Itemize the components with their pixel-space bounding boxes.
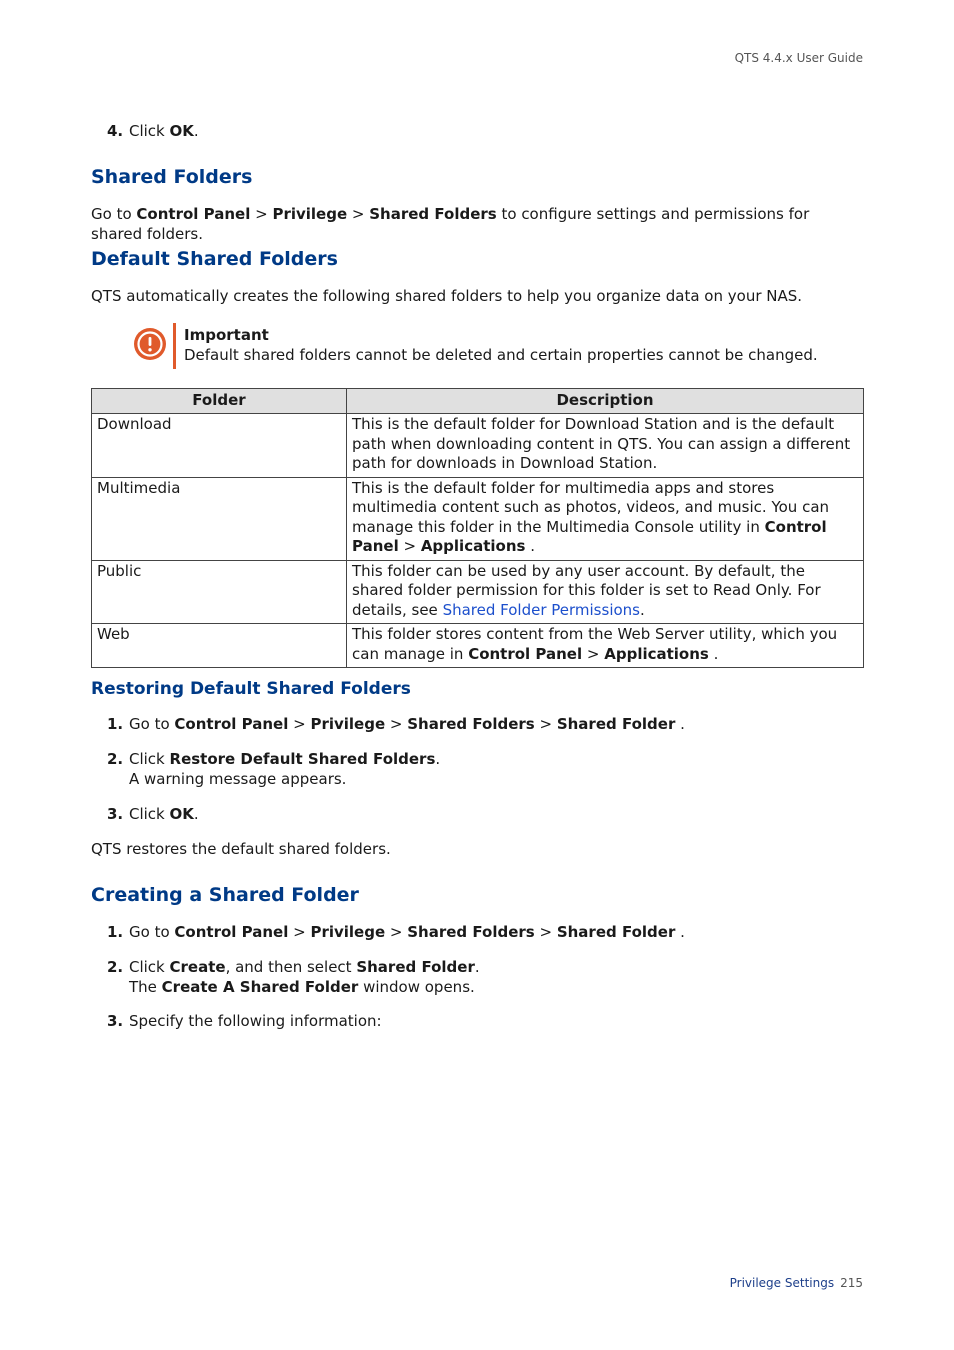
important-label: Important xyxy=(184,326,269,344)
description-cell: This is the default folder for Download Station and is the default path when downloading content in QTS. You can assign a different path for downloads in Download Station. xyxy=(347,414,864,478)
folder-cell: Multimedia xyxy=(92,477,347,560)
guide-title: QTS 4.4.x User Guide xyxy=(734,51,863,65)
restore-step-2-result: A warning message appears. xyxy=(129,769,347,788)
create-step-3: 3. Specify the following information: xyxy=(107,1012,382,1030)
folder-cell: Web xyxy=(92,624,347,668)
column-header-description: Description xyxy=(347,389,864,414)
restore-step-1: 1. Go to Control Panel > Privilege > Shared Folders > Shared Folder . xyxy=(107,715,685,733)
footer-section-name: Privilege Settings xyxy=(729,1276,835,1290)
folder-cell: Public xyxy=(92,560,347,624)
description-cell: This folder stores content from the Web Server utility, which you can manage in Control Panel > Applications . xyxy=(347,624,864,668)
column-header-folder: Folder xyxy=(92,389,347,414)
page-footer xyxy=(730,1276,863,1290)
heading-shared-folders: Shared Folders xyxy=(91,166,253,188)
step-number: 4. xyxy=(107,122,124,140)
default-folders-table xyxy=(91,388,864,668)
shared-folders-intro: Go to Control Panel > Privilege > Shared Folders to configure settings and permissions for shared folders. xyxy=(91,205,810,243)
table-row xyxy=(92,560,864,624)
description-cell: This folder can be used by any user account. By default, the shared folder permission for this folder is set to Read Only. For details, see Shared Folder Permissions. xyxy=(347,560,864,624)
important-bar xyxy=(173,323,176,369)
description-cell: This is the default folder for multimedia apps and stores multimedia content such as photos, videos, and music. You can manage this folder in the Multimedia Console utility in Control Panel > Applications . xyxy=(347,477,864,560)
table-row xyxy=(92,414,864,478)
heading-creating-shared-folder: Creating a Shared Folder xyxy=(91,884,359,906)
table-header-row xyxy=(92,389,864,414)
restore-step-3: 3. Click OK. xyxy=(107,805,199,823)
heading-restoring-default-shared-folders: Restoring Default Shared Folders xyxy=(91,679,411,699)
important-text-block xyxy=(184,325,818,365)
create-step-2: 2. Click Create, and then select Shared Folder. The Create A Shared Folder window opens. xyxy=(107,958,864,997)
important-icon xyxy=(133,327,167,361)
important-message: Default shared folders cannot be deleted and certain properties cannot be changed. xyxy=(184,346,818,364)
step-4: 4. Click OK. xyxy=(107,122,199,140)
restore-step-2: 2. Click Restore Default Shared Folders. A warning message appears. xyxy=(107,750,864,789)
create-step-1: 1. Go to Control Panel > Privilege > Shared Folders > Shared Folder . xyxy=(107,923,685,941)
create-step-2-result: The Create A Shared Folder window opens. xyxy=(129,977,475,996)
heading-default-shared-folders: Default Shared Folders xyxy=(91,248,338,270)
table-row xyxy=(92,624,864,668)
default-folders-intro: QTS automatically creates the following shared folders to help you organize data on your NAS. xyxy=(91,287,803,305)
folder-cell: Download xyxy=(92,414,347,478)
shared-folder-permissions-link[interactable]: Shared Folder Permissions xyxy=(442,600,640,619)
important-note xyxy=(133,323,833,369)
page-number: 215 xyxy=(840,1276,863,1290)
table-row xyxy=(92,477,864,560)
restore-result: QTS restores the default shared folders. xyxy=(91,840,391,858)
